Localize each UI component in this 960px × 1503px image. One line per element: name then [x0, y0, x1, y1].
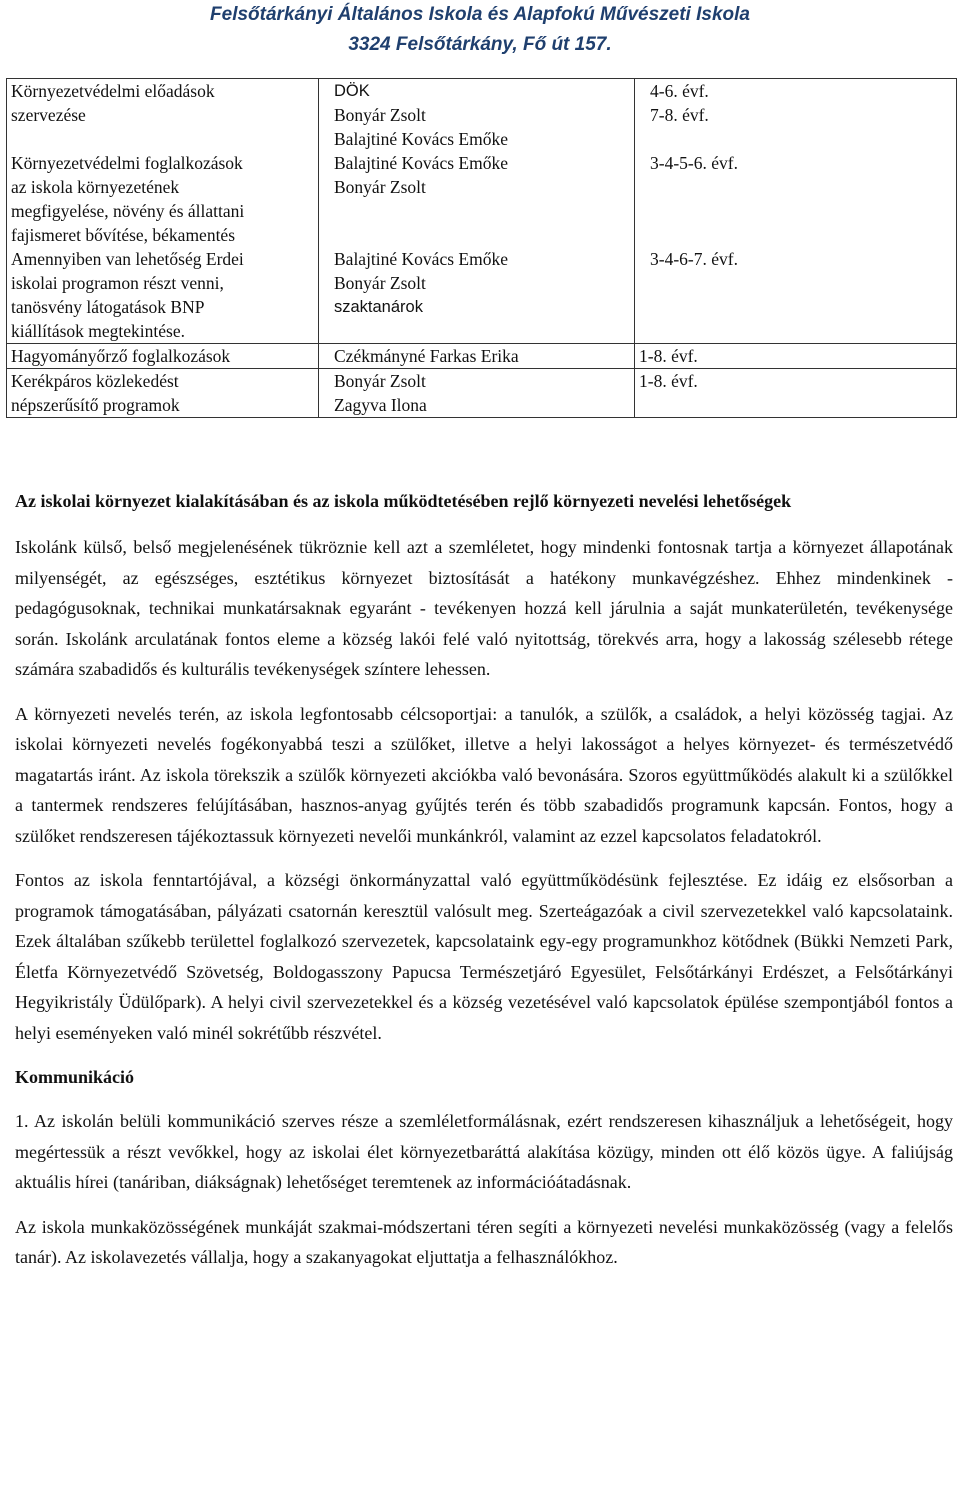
grade-line: 3-4-5-6. évf.	[650, 153, 738, 173]
paragraph: 1. Az iskolán belüli kommunikáció szerves része a szemléletformálásnak, ezért rendszeresen kihasználjuk a lehetőségeit, hogy megértessük a részt vevőkkel, hogy az iskolai élet környezetbaráttá alakítása közügy, minden ott élő közös ügye. A faliújság aktuális hírei (tanáriban, diákságnak) lehetőséget teremtenek az információátadásnak.	[15, 1111, 953, 1192]
grade-cell	[635, 151, 957, 247]
responsible-line: Balajtiné Kovács Emőke	[334, 129, 508, 149]
responsible-line: Balajtiné Kovács Emőke	[334, 249, 508, 269]
activity-cell	[7, 247, 319, 344]
responsible-cell	[319, 344, 635, 369]
activity-cell	[7, 79, 319, 152]
activity-line: tanösvény látogatások BNP	[11, 297, 205, 317]
grade-line: 7-8. évf.	[650, 105, 709, 125]
program-table	[6, 78, 957, 418]
grade-cell	[635, 369, 957, 418]
grade-cell	[635, 247, 957, 344]
activity-line: Hagyományőrző foglalkozások	[11, 346, 231, 366]
activity-line: kiállítások megtekintése.	[11, 321, 185, 341]
section-heading: Kommunikáció	[15, 1067, 135, 1087]
responsible-line: Bonyár Zsolt	[334, 371, 426, 391]
section-heading: Az iskolai környezet kialakításában és az iskola működtetésében rejlő környezeti nevelési lehetőségek	[15, 491, 792, 511]
activity-cell	[7, 151, 319, 247]
responsible-line: szaktanárok	[334, 298, 423, 316]
activity-cell	[7, 369, 319, 418]
grade-line: 1-8. évf.	[639, 371, 698, 391]
table-row	[7, 247, 957, 344]
grade-cell	[635, 344, 957, 369]
responsible-line: Bonyár Zsolt	[334, 177, 426, 197]
paragraph: Iskolánk külső, belső megjelenésének tükröznie kell azt a szemléletet, hogy mindenki fontosnak tartja a környezet állapotának milyenségét, az egészséges, esztétikus környezet biztosítását a hatékony munkavégzéshez. Ehhez mindenkinek - pedagógusoknak, technikai munkatársaknak egyaránt - tevékenyen hozzá kell járulnia a saját munkaterületén, tevékenysége során. Iskolánk arculatának fontos eleme a község lakói felé való nyitottság, törekvés arra, hogy a lakosság szélesebb rétege számára szabadidős és kulturális tevékenységek színtere lehessen.	[15, 537, 953, 679]
school-address: 3324 Felsőtárkány, Fő út 157.	[348, 34, 612, 55]
responsible-line: Zagyva Ilona	[334, 395, 427, 415]
responsible-line: Czékmányné Farkas Erika	[334, 346, 519, 366]
activity-line: Környezetvédelmi előadások	[11, 81, 215, 101]
document-header	[0, 0, 960, 60]
activity-line: iskolai programon részt venni,	[11, 273, 224, 293]
activity-line: Amennyiben van lehetőség Erdei	[11, 249, 244, 269]
activity-line: szervezése	[11, 105, 86, 125]
responsible-line: Bonyár Zsolt	[334, 273, 426, 293]
responsible-cell	[319, 151, 635, 247]
activity-cell	[7, 344, 319, 369]
paragraph: Fontos az iskola fenntartójával, a községi önkormányzattal való együttműködésünk fejlesztése. Ez idáig ez elsősorban a programok támogatásában, pályázati csatornán keresztül valósult meg. Szerteágazóak a civil szervezetekkel való kapcsolataink. Ezek általában szűkebb területtel foglalkozó szervezetek, kapcsolataink egy-egy programunkhoz kötődnek (Bükki Nemzeti Park, Életfa Környezetvédő Szövetség, Boldogasszony Papucsa Természetjáró Egyesület, Felsőtárkányi Erdészet, a Felsőtárkányi Hegyikristály Üdülőpark). A helyi civil szervezetekkel és a község vezetésével való kapcsolatok épülése szempontjából fontos a helyi eseményeken való minél sokrétűbb részvétel.	[15, 870, 953, 1043]
responsible-line: Balajtiné Kovács Emőke	[334, 153, 508, 173]
responsible-cell	[319, 79, 635, 152]
grade-cell	[635, 79, 957, 152]
table-row	[7, 151, 957, 247]
activity-line: fajismeret bővítése, békamentés	[11, 225, 236, 245]
activity-line: Kerékpáros közlekedést	[11, 371, 179, 391]
grade-line: 1-8. évf.	[639, 346, 698, 366]
activity-line: az iskola környezetének	[11, 177, 180, 197]
document-body	[15, 486, 953, 1287]
paragraph: A környezeti nevelés terén, az iskola legfontosabb célcsoportjai: a tanulók, a szülők, a családok, a helyi közösség tagjai. Az iskolai környezeti nevelés fogékonyabbá teszi a szülőket, illetve a helyi lakosságot a helyes környezet- és természetvédő magatartás iránt. Az iskola törekszik a szülők környezeti akciókba való bevonására. Szoros együttműködés alakult ki a szülőkkel a tantermek rendszeres felújításában, hasznos-anyag gyűjtés terén és több szabadidős programunk kapcsán. Fontos, hogy a szülőket rendszeresen tájékoztassuk környezeti nevelői munkánkról, valamint az ezzel kapcsolatos feladatokról.	[15, 703, 953, 846]
table-row	[7, 79, 957, 152]
paragraph: Az iskola munkaközösségének munkáját szakmai-módszertani téren segíti a környezeti nevelési munkaközösség (vagy a felelős tanár). Az iskolavezetés vállalja, hogy a szakanyagokat eljuttatja a felhasználókhoz.	[15, 1216, 953, 1267]
grade-line: 4-6. évf.	[650, 81, 709, 101]
activity-line: megfigyelése, növény és állattani	[11, 201, 245, 221]
activity-line: népszerűsítő programok	[11, 395, 180, 415]
responsible-line: DÖK	[334, 82, 370, 100]
responsible-cell	[319, 369, 635, 418]
responsible-cell	[319, 247, 635, 344]
school-name: Felsőtárkányi Általános Iskola és Alapfokú Művészeti Iskola	[210, 4, 750, 25]
grade-line: 3-4-6-7. évf.	[650, 249, 738, 269]
table-row	[7, 344, 957, 369]
responsible-line: Bonyár Zsolt	[334, 105, 426, 125]
table-row	[7, 369, 957, 418]
activity-line: Környezetvédelmi foglalkozások	[11, 153, 243, 173]
